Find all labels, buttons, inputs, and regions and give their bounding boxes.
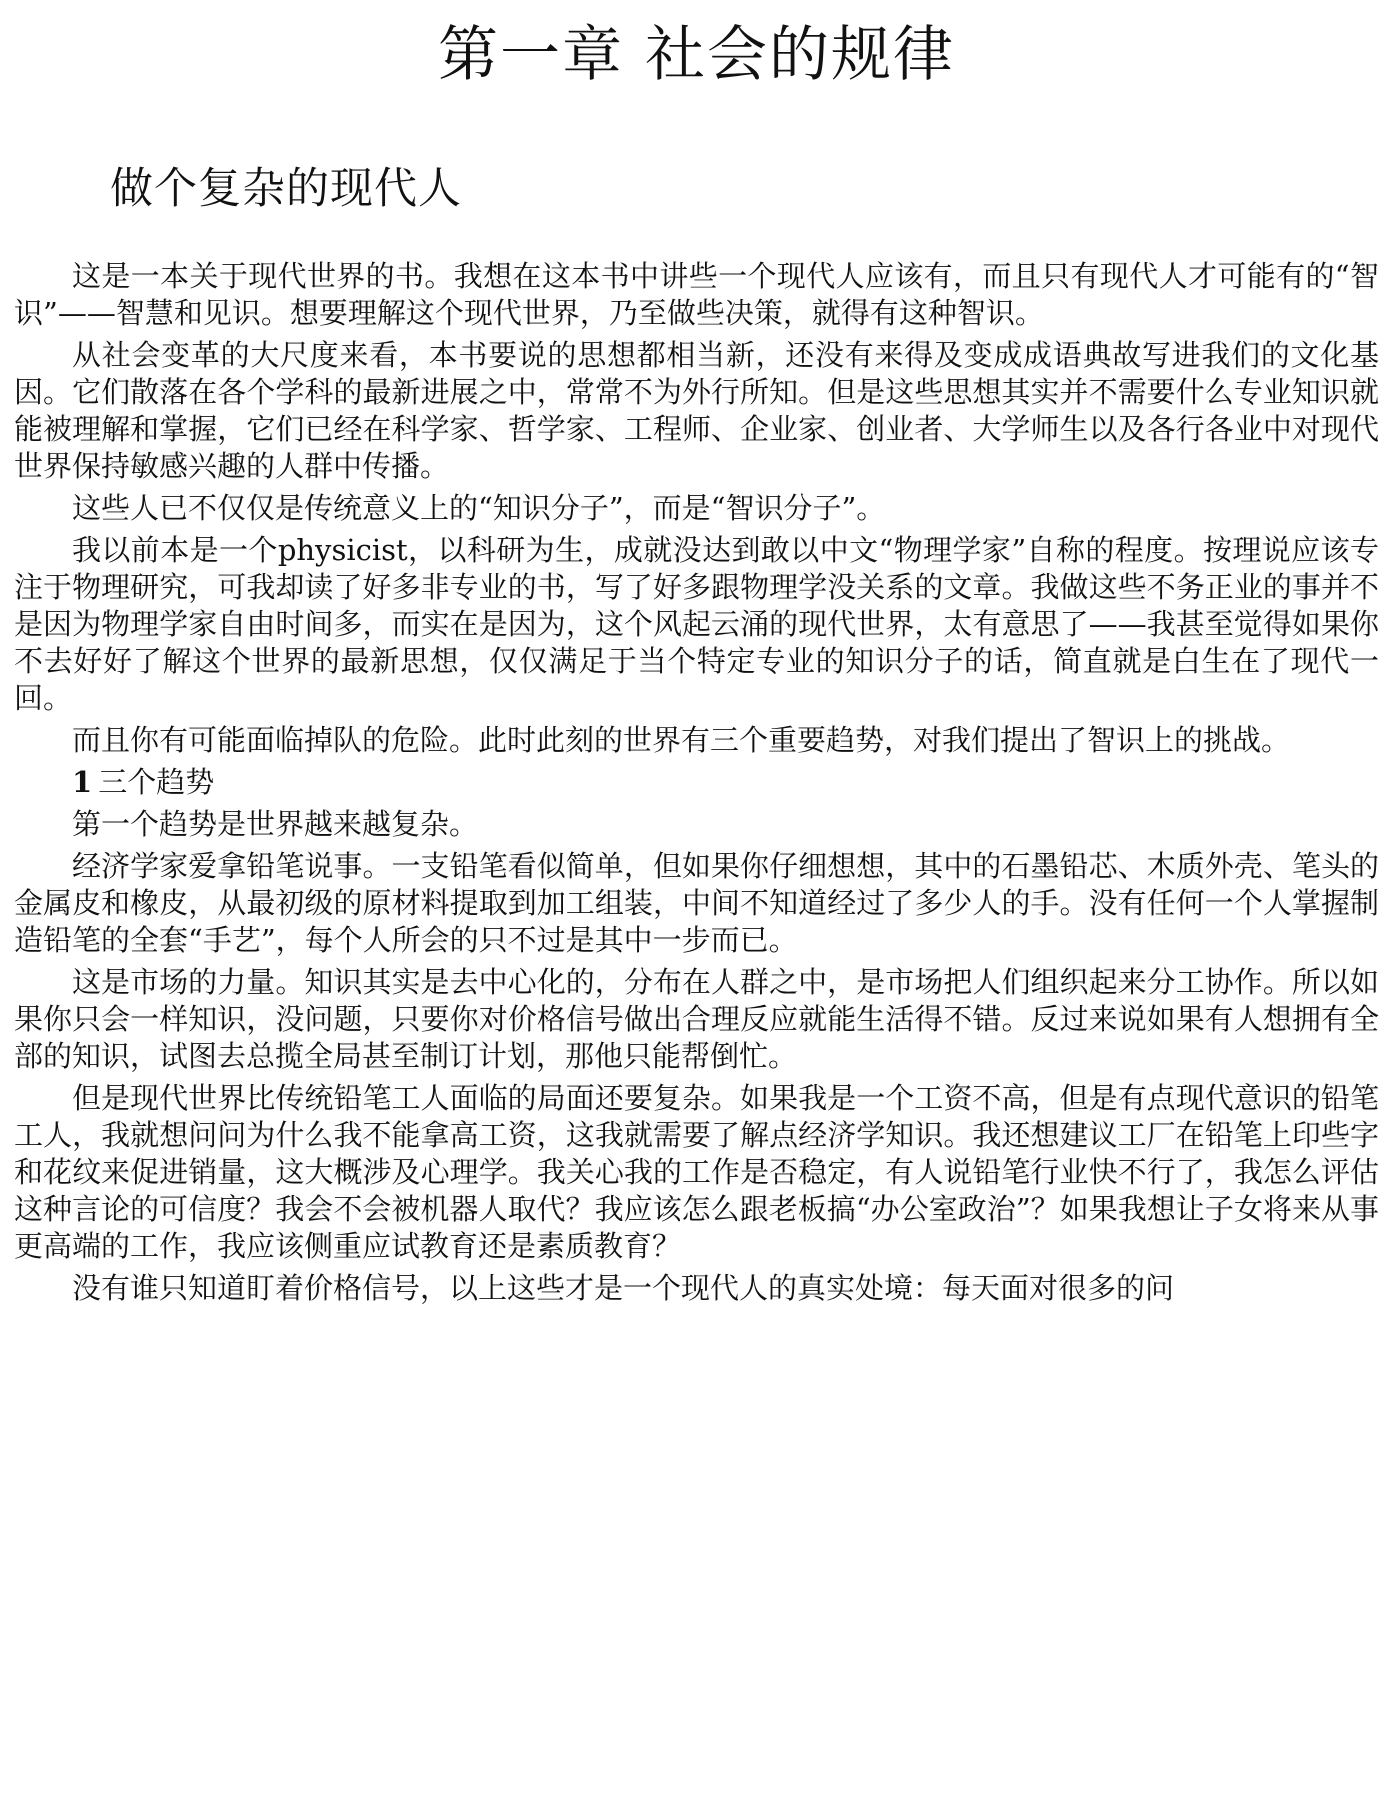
paragraph: 但是现代世界比传统铅笔工人面临的局面还要复杂。如果我是一个工资不高，但是有点现代意识的铅笔工人，我就想问问为什么我不能拿高工资，这我就需要了解点经济学知识。我还想建议工厂在铅笔上印些字和花纹来促进销量，这大概涉及心理学。我关心我的工作是否稳定，有人说铅笔行业快不行了，我怎么评估这种言论的可信度？我会不会被机器人取代？我应该怎么跟老板搞“办公室政治”？如果我想让子女将来从事更高端的工作，我应该侧重应试教育还是素质教育？ (14, 1081, 1379, 1263)
paragraph: 而且你有可能面临掉队的危险。此时此刻的世界有三个重要趋势，对我们提出了智识上的挑战。 (72, 723, 1291, 757)
subheading-trends (14, 764, 1379, 801)
paragraph: 第一个趋势是世界越来越复杂。 (72, 807, 479, 841)
paragraph: 经济学家爱拿铅笔说事。一支铅笔看似简单，但如果你仔细想想，其中的石墨铅芯、木质外壳、笔头的金属皮和橡皮，从最初级的原材料提取到加工组装，中间不知道经过了多少人的手。没有任何一个人掌握制造铅笔的全套“手艺”，每个人所会的只不过是其中一步而已。 (14, 849, 1379, 957)
chapter-title: 第一章 社会的规律 (437, 20, 956, 90)
subheading-text: 三个趋势 (98, 765, 215, 799)
paragraph: 这是市场的力量。知识其实是去中心化的，分布在人群之中，是市场把人们组织起来分工协作。所以如果你只会一样知识，没问题，只要你对价格信号做出合理反应就能生活得不错。反过来说如果有人想拥有全部的知识，试图去总揽全局甚至制订计划，那他只能帮倒忙。 (14, 965, 1379, 1073)
paragraph: 从社会变革的大尺度来看，本书要说的思想都相当新，还没有来得及变成成语典故写进我们的文化基因。它们散落在各个学科的最新进展之中，常常不为外行所知。但是这些思想其实并不需要什么专业知识就能被理解和掌握，它们已经在科学家、哲学家、工程师、企业家、创业者、大学师生以及各行各业中对现代世界保持敏感兴趣的人群中传播。 (14, 338, 1379, 483)
document-page (14, 0, 1379, 1312)
paragraph: 这是一本关于现代世界的书。我想在这本书中讲些一个现代人应该有，而且只有现代人才可能有的“智识”——智慧和见识。想要理解这个现代世界，乃至做些决策，就得有这种智识。 (14, 259, 1379, 330)
section-title: 做个复杂的现代人 (110, 164, 462, 214)
subheading-number: 1 (72, 765, 93, 799)
body-text (14, 258, 1379, 1307)
paragraph: 没有谁只知道盯着价格信号，以上这些才是一个现代人的真实处境：每天面对很多的问 (72, 1271, 1175, 1305)
paragraph: 我以前本是一个physicist，以科研为生，成就没达到敢以中文“物理学家”自称的程度。按理说应该专注于物理研究，可我却读了好多非专业的书，写了好多跟物理学没关系的文章。我做这些不务正业的事并不是因为物理学家自由时间多，而实在是因为，这个风起云涌的现代世界，太有意思了——我甚至觉得如果你不去好好了解这个世界的最新思想，仅仅满足于当个特定专业的知识分子的话，简直就是白生在了现代一回。 (14, 533, 1379, 715)
paragraph: 这些人已不仅仅是传统意义上的“知识分子”，而是“智识分子”。 (72, 491, 886, 525)
